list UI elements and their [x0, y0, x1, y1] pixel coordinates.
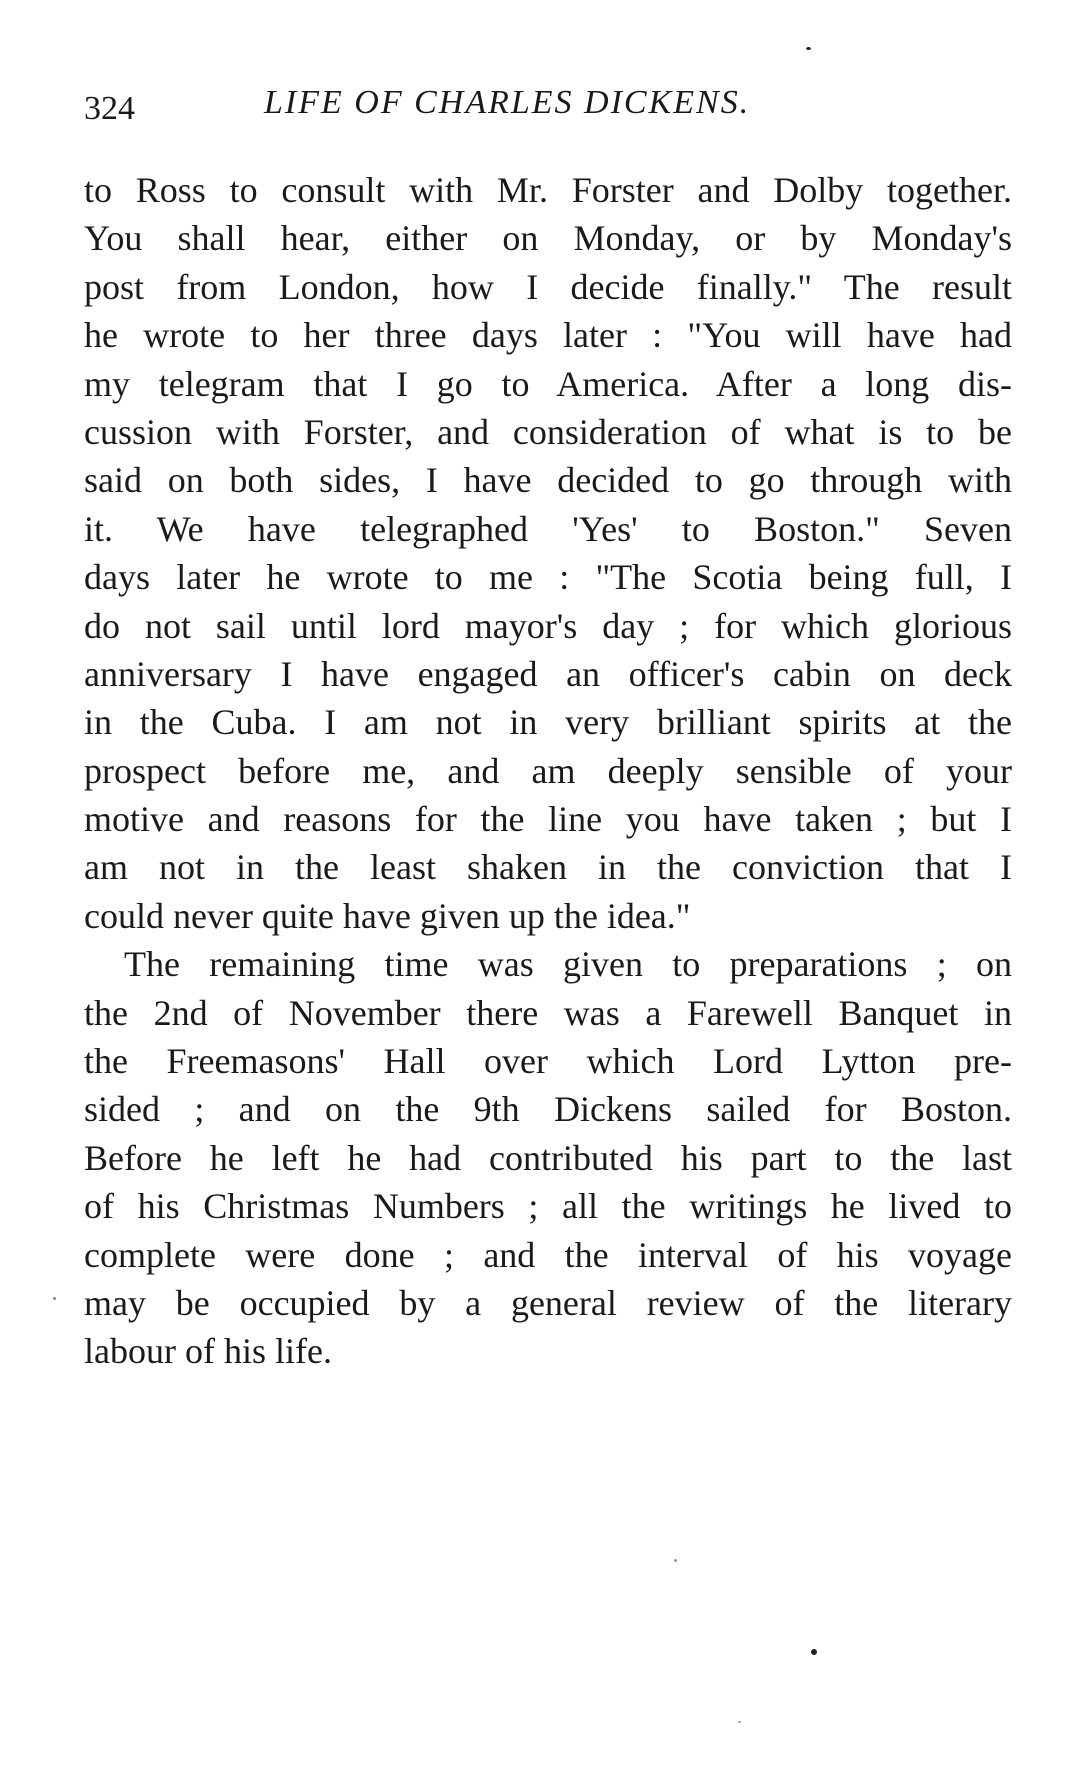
text-line: said on both sides, I have decided to go through with	[84, 460, 1012, 501]
scan-speck	[53, 1297, 56, 1300]
text-line: to Ross to consult with Mr. Forster and Dolby together.	[84, 170, 1012, 210]
text-line: You shall hear, either on Monday, or by Monday's	[84, 218, 1012, 259]
scan-speck	[674, 1559, 677, 1562]
text-line: days later he wrote to me : "The Scotia being full, I	[84, 557, 1012, 598]
text-line: the 2nd of November there was a Farewell Banquet in	[84, 992, 1012, 1033]
text-line: complete were done ; and the interval of his voyage	[84, 1234, 1012, 1275]
text-line: do not sail until lord mayor's day ; for which glorious	[84, 605, 1012, 646]
text-line: of his Christmas Numbers ; all the writings he lived to	[84, 1186, 1012, 1227]
text-line: labour of his life.	[84, 1331, 332, 1372]
running-head: LIFE OF CHARLES DICKENS.	[264, 84, 751, 121]
text-line: motive and reasons for the line you have taken ; but I	[84, 799, 1012, 840]
text-line: he wrote to her three days later : "You will have had	[84, 315, 1012, 356]
scan-speck	[806, 47, 811, 50]
text-line: in the Cuba. I am not in very brilliant spirits at the	[84, 702, 1012, 743]
text-line: prospect before me, and am deeply sensible of your	[84, 750, 1012, 791]
text-line: may be occupied by a general review of the literary	[84, 1282, 1012, 1323]
scan-speck	[811, 1649, 817, 1655]
text-line: could never quite have given up the idea."	[84, 895, 691, 936]
text-line: am not in the least shaken in the conviction that I	[84, 847, 1012, 888]
page-number: 324	[84, 90, 135, 127]
page-header	[84, 84, 1012, 132]
text-line: sided ; and on the 9th Dickens sailed for Boston.	[84, 1089, 1012, 1130]
text-line: anniversary I have engaged an officer's cabin on deck	[84, 653, 1012, 694]
text-line: my telegram that I go to America. After a long dis-	[84, 363, 1012, 404]
text-line: cussion with Forster, and consideration of what is to be	[84, 411, 1012, 452]
body-text	[84, 166, 1012, 1376]
text-line: it. We have telegraphed 'Yes' to Boston." Seven	[84, 508, 1012, 549]
text-line: the Freemasons' Hall over which Lord Lytton pre-	[84, 1041, 1012, 1082]
scan-speck	[738, 1721, 741, 1723]
text-line: Before he left he had contributed his part to the last	[84, 1137, 1012, 1178]
text-line: The remaining time was given to preparations ; on	[124, 944, 1012, 985]
text-line: post from London, how I decide finally." The result	[84, 266, 1012, 307]
